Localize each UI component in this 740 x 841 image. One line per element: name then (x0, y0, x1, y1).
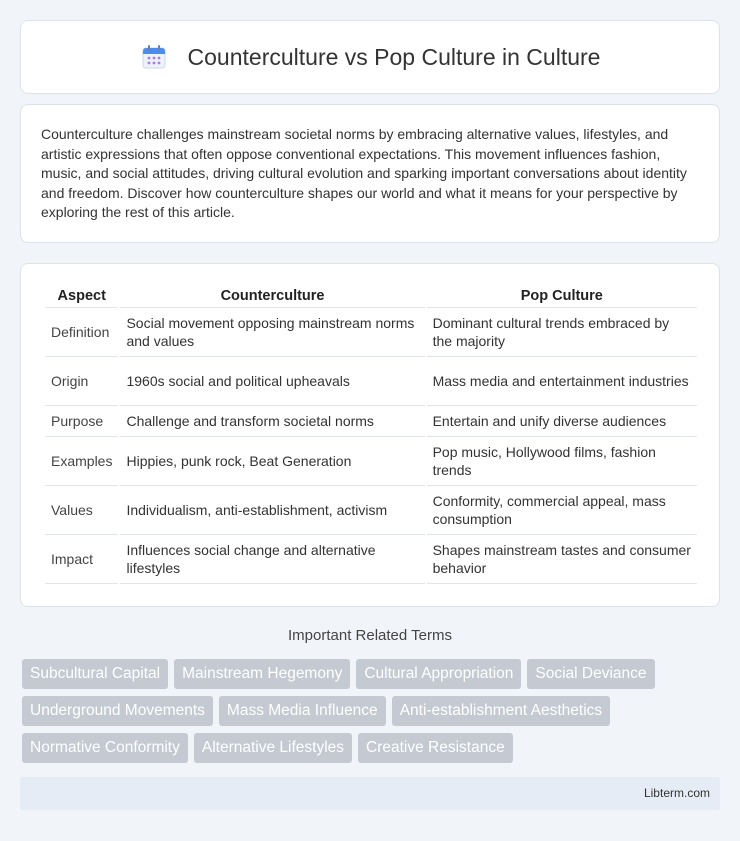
related-tag[interactable]: Alternative Lifestyles (194, 733, 352, 763)
related-tag[interactable]: Social Deviance (527, 659, 654, 689)
table-header-row (45, 286, 697, 308)
cell-aspect: Examples (45, 437, 118, 486)
cell-counterculture: Social movement opposing mainstream norms and values (120, 308, 424, 357)
cell-counterculture: 1960s social and political upheavals (120, 357, 424, 406)
related-tag[interactable]: Creative Resistance (358, 733, 513, 763)
cell-aspect: Definition (45, 308, 118, 357)
related-tag[interactable]: Subcultural Capital (22, 659, 168, 689)
intro-card (20, 104, 720, 243)
cell-pop-culture: Dominant cultural trends embraced by the majority (427, 308, 697, 357)
cell-pop-culture: Conformity, commercial appeal, mass consumption (427, 486, 697, 535)
cell-pop-culture: Mass media and entertainment industries (427, 357, 697, 406)
header-pop-culture: Pop Culture (427, 286, 697, 308)
footer (20, 777, 720, 810)
cell-aspect: Origin (45, 357, 118, 406)
related-tag[interactable]: Mass Media Influence (219, 696, 386, 726)
related-tag[interactable]: Underground Movements (22, 696, 213, 726)
related-terms-title: Important Related Terms (288, 627, 452, 644)
cell-pop-culture: Shapes mainstream tastes and consumer behavior (427, 535, 697, 584)
related-tag[interactable]: Cultural Appropriation (356, 659, 521, 689)
cell-aspect: Purpose (45, 406, 118, 437)
title-wrap (140, 43, 601, 71)
cell-pop-culture: Pop music, Hollywood films, fashion trends (427, 437, 697, 486)
header-aspect: Aspect (45, 286, 118, 308)
header-card (20, 20, 720, 94)
footer-site-link[interactable]: Libterm.com (643, 786, 710, 800)
related-tag[interactable]: Mainstream Hegemony (174, 659, 350, 689)
cell-counterculture: Individualism, anti-establishment, activism (120, 486, 424, 535)
table-row (45, 308, 697, 357)
cell-counterculture: Challenge and transform societal norms (120, 406, 424, 437)
table-row (45, 437, 697, 486)
table-row (45, 357, 697, 406)
related-tag[interactable]: Normative Conformity (22, 733, 188, 763)
calendar-icon (140, 43, 168, 71)
cell-aspect: Impact (45, 535, 118, 584)
table-row (45, 406, 697, 437)
table-row (45, 486, 697, 535)
cell-pop-culture: Entertain and unify diverse audiences (427, 406, 697, 437)
header-counterculture: Counterculture (120, 286, 424, 308)
related-terms-tags (22, 659, 722, 763)
comparison-table-card (20, 263, 720, 607)
table-row (45, 535, 697, 584)
cell-counterculture: Hippies, punk rock, Beat Generation (120, 437, 424, 486)
cell-aspect: Values (45, 486, 118, 535)
comparison-table (43, 286, 699, 584)
page-title: Counterculture vs Pop Culture in Culture (187, 43, 601, 70)
related-tag[interactable]: Anti-establishment Aesthetics (392, 696, 610, 726)
intro-text: Counterculture challenges mainstream societal norms by embracing alternative values, lifestyles, and artistic expressions that often oppose conventional expectations. This movement influences fashion, music, and social attitudes, driving cultural evolution and sparking important conversations about identity and freedom. Discover how counterculture shapes our world and what it means for your perspective by exploring the rest of this article. (41, 126, 687, 220)
cell-counterculture: Influences social change and alternative lifestyles (120, 535, 424, 584)
